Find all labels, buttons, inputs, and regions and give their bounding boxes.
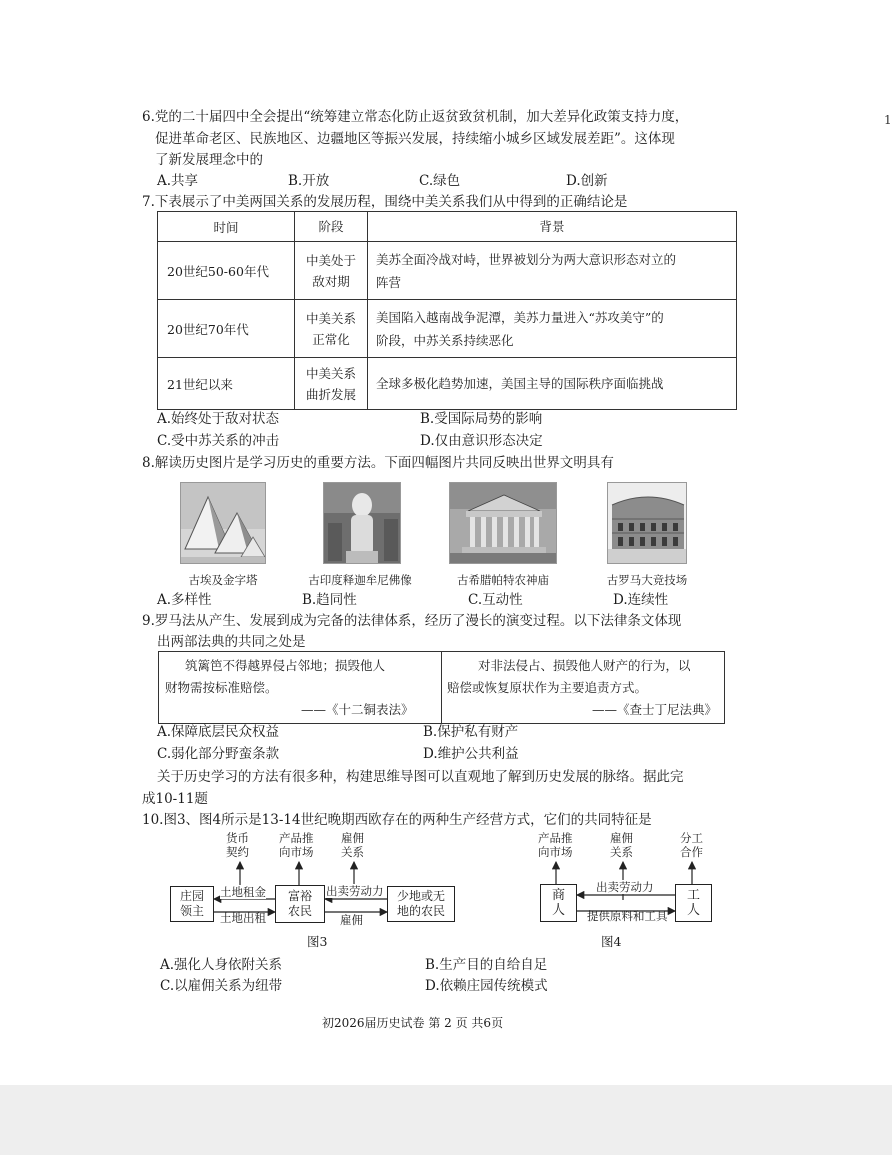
question-9-option-b: B.保护私有财产: [423, 724, 519, 740]
label-line: 契约: [226, 845, 249, 859]
label-line: 合作: [680, 845, 703, 859]
justinian-code-text-2: 赔偿或恢复原状作为主要追责方式。: [447, 680, 648, 695]
question-9-line-1: 9.罗马法从产生、发展到成为完备的法律体系，经历了漫长的演变过程。以下法律条文体现: [142, 613, 682, 629]
question-9-option-c: C.弱化部分野蛮条款: [157, 746, 280, 762]
fig3-arrow-employ: 雇佣: [340, 913, 363, 927]
twelve-tables-source: ——《十二铜表法》: [301, 702, 414, 717]
question-9-option-a: A.保障底层民众权益: [157, 724, 280, 740]
fig3-box-rich-peasant: [275, 885, 325, 923]
label-line: 雇佣: [610, 831, 633, 845]
caption-parthenon: 古希腊帕特农神庙: [457, 573, 549, 587]
header-time: 时间: [158, 212, 295, 242]
cell-background-line: 阶段，中苏关系持续恶化: [376, 332, 514, 348]
header-stage: 阶段: [295, 212, 368, 242]
cell-stage-line: 敌对期: [312, 273, 350, 289]
question-8-stem: 8.解读历史图片是学习历史的重要方法。下面四幅图片共同反映出世界文明具有: [142, 455, 614, 471]
question-8-option-d: D.连续性: [613, 592, 669, 608]
box-line: 工: [686, 888, 700, 903]
cell-stage-line: 中美关系: [305, 365, 356, 381]
fig3-box-manor-lord: [170, 886, 214, 922]
question-8-option-b: B.趋同性: [302, 592, 357, 608]
fig3-box-landless-peasant: [387, 886, 455, 922]
question-6-line-1: 6.党的二十届四中全会提出“统筹建立常态化防止返贫致贫机制，加大差异化政策支持力度，: [142, 109, 689, 125]
label-line: 向市场: [279, 845, 314, 859]
question-7-option-d: D.仅由意识形态决定: [420, 433, 543, 449]
label-line: 分工: [680, 831, 703, 845]
cell-stage-line: 正常化: [312, 331, 350, 347]
box-line: 商: [551, 888, 565, 903]
fig3-arrow-land-lease: 土地出租: [220, 911, 266, 925]
cell-background-line: 阵营: [376, 274, 402, 290]
justinian-code-source: ——《查士丁尼法典》: [592, 702, 718, 717]
label-line: 货币: [226, 831, 249, 845]
cell-time: 20世纪70年代: [158, 300, 295, 358]
question-9-line-2: 出两部法典的共同之处是: [157, 634, 306, 650]
cell-background-line: 美苏全面冷战对峙，世界被划分为两大意识形态对立的: [376, 251, 677, 267]
question-10-option-d: D.依赖庄园传统模式: [425, 978, 548, 994]
figure-3-caption: 图3: [307, 934, 328, 949]
question-6-option-b: B.开放: [288, 173, 330, 189]
label-line: 产品推: [538, 831, 573, 845]
cell-background-line: 美国陷入越南战争泥潭，美苏力量进入“苏攻美守”的: [376, 309, 664, 325]
question-8-option-c: C.互动性: [468, 592, 523, 608]
box-line: 庄园: [179, 889, 204, 903]
question-6-option-d: D.创新: [566, 173, 608, 189]
question-6-line-3: 了新发展理念中的: [155, 152, 263, 168]
cell-time: 20世纪50-60年代: [158, 242, 295, 300]
box-line: 人: [686, 903, 700, 918]
fig4-box-merchant: [540, 884, 577, 922]
page-edge-mark: 1: [884, 113, 892, 127]
fig3-label-currency-contract: [226, 831, 249, 859]
question-6-line-2: 促进革命老区、民族地区、边疆地区等振兴发展，持续缩小城乡区域发展差距”。这体现: [155, 131, 675, 147]
justinian-code-text-1: 对非法侵占、损毁他人财产的行为，以: [478, 658, 691, 673]
box-line: 人: [551, 903, 565, 918]
question-6-option-a: A.共享: [157, 173, 199, 189]
question-10-option-a: A.强化人身依附关系: [160, 957, 283, 973]
twelve-tables-text-1: 筑篱笆不得越界侵占邻地；损毁他人: [185, 658, 386, 673]
box-line: 农民: [287, 904, 312, 918]
fig4-arrow-sell-labor: 出卖劳动力: [596, 880, 654, 894]
caption-pyramids: 古埃及金字塔: [188, 573, 258, 587]
box-line: 富裕: [287, 889, 312, 903]
question-7-stem: 7.下表展示了中美两国关系的发展历程，围绕中美关系我们从中得到的正确结论是: [142, 194, 628, 210]
fig3-label-employment: [341, 831, 364, 859]
fig3-arrow-sell-labor: 出卖劳动力: [326, 884, 384, 898]
cell-stage-line: 中美处于: [305, 252, 356, 268]
question-7-option-a: A.始终处于敌对状态: [157, 411, 280, 427]
fig4-label-employment: [610, 831, 633, 859]
figure-4-caption: 图4: [601, 934, 622, 949]
box-line: 地的农民: [396, 904, 445, 918]
box-line: 少地或无: [396, 889, 445, 903]
cell-time: 21世纪以来: [158, 358, 295, 410]
caption-colosseum: 古罗马大竞技场: [606, 573, 688, 587]
fig3-label-market: [279, 831, 314, 859]
question-10-option-c: C.以雇佣关系为纽带: [160, 978, 283, 994]
question-6-option-c: C.绿色: [419, 173, 461, 189]
fig4-label-market: [538, 831, 573, 859]
twelve-tables-text-2: 财物需按标准赔偿。: [165, 680, 278, 695]
fig4-label-cooperation: [680, 831, 703, 859]
header-background: 背景: [368, 212, 737, 242]
intro-line-1: 关于历史学习的方法有很多种，构建思维导图可以直观地了解到历史发展的脉络。据此完: [157, 769, 684, 785]
bottom-margin-band: [0, 1085, 892, 1155]
cell-stage-line: 曲折发展: [305, 386, 356, 402]
intro-line-2: 成10-11题: [142, 791, 208, 807]
question-10-option-b: B.生产目的自给自足: [425, 957, 548, 973]
label-line: 雇佣: [341, 831, 364, 845]
fig4-box-worker: [675, 884, 712, 922]
question-9-option-d: D.维护公共利益: [423, 746, 519, 762]
cell-background-line: 全球多极化趋势加速，美国主导的国际秩序面临挑战: [376, 376, 664, 391]
question-7-option-b: B.受国际局势的影响: [420, 411, 543, 427]
question-8-option-a: A.多样性: [157, 592, 212, 608]
question-7-option-c: C.受中苏关系的冲击: [157, 433, 280, 449]
page-footer: 初2026届历史试卷 第 2 页 共6页: [322, 1016, 504, 1030]
cell-stage-line: 中美关系: [305, 310, 356, 326]
fig4-arrow-supply-materials: 提供原料和工具: [587, 909, 668, 923]
label-line: 关系: [341, 845, 364, 859]
caption-buddha: 古印度释迦牟尼佛像: [308, 573, 412, 587]
box-line: 领主: [179, 904, 204, 918]
label-line: 向市场: [538, 845, 573, 859]
fig3-arrow-land-rent: 土地租金: [220, 885, 266, 899]
question-10-stem: 10.图3、图4所示是13-14世纪晚期西欧存在的两种生产经营方式，它们的共同特征是: [142, 812, 652, 828]
label-line: 产品推: [279, 831, 314, 845]
label-line: 关系: [610, 845, 633, 859]
